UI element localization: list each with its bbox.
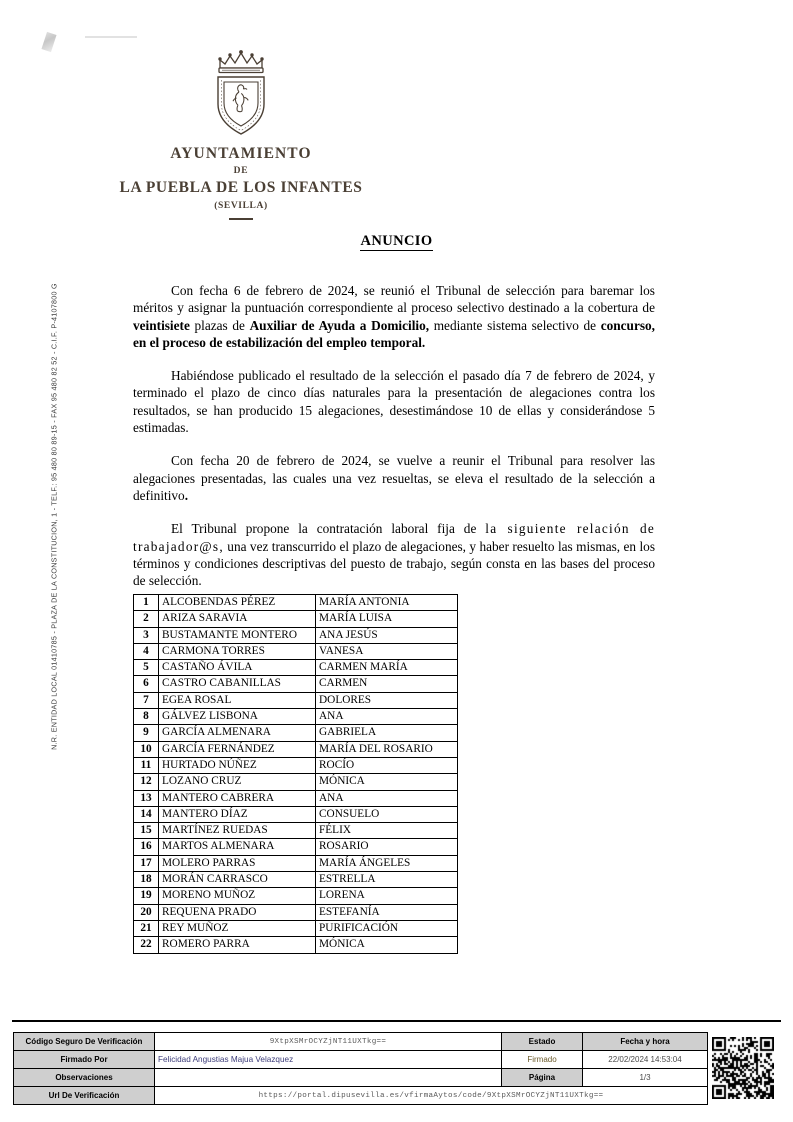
- table-row: [134, 904, 458, 920]
- document-body: [133, 282, 655, 589]
- pagina-label: Página: [502, 1069, 583, 1087]
- csv-value: 9XtpXSMrOCYZjNT11UXTkg==: [155, 1033, 502, 1051]
- row-number: 10: [134, 741, 159, 757]
- row-number: 14: [134, 806, 159, 822]
- row-given-name: ANA: [316, 709, 458, 725]
- row-number: 17: [134, 855, 159, 871]
- table-row: [134, 790, 458, 806]
- table-row: [134, 806, 458, 822]
- table-row: [134, 692, 458, 708]
- signed-by-value: Felicidad Angustias Majua Velazquez: [155, 1051, 502, 1069]
- row-given-name: VANESA: [316, 643, 458, 659]
- table-row: [134, 920, 458, 936]
- selected-candidates-table: [133, 594, 458, 954]
- scan-artifact-line: [85, 36, 137, 38]
- org-province: (SEVILLA): [214, 201, 268, 211]
- row-surname: MARTOS ALMENARA: [159, 839, 316, 855]
- row-given-name: DOLORES: [316, 692, 458, 708]
- row-surname: EGEA ROSAL: [159, 692, 316, 708]
- row-given-name: MARÍA ÁNGELES: [316, 855, 458, 871]
- table-row: [134, 823, 458, 839]
- table-row: [14, 1069, 708, 1087]
- row-given-name: MÓNICA: [316, 937, 458, 953]
- table-row: [134, 627, 458, 643]
- page-title-text: ANUNCIO: [360, 233, 433, 249]
- qr-code-image: [712, 1037, 774, 1099]
- table-row: [134, 595, 458, 611]
- body-paragraph: El Tribunal propone la contratación laboral fija de la siguiente relación de trabajador@s, una vez transcurrido el plazo de alegaciones, y haber resuelto las mismas, en los términos y condiciones descriptivas del puesto de trabajo, según consta en las bases del proceso de selección.: [133, 521, 655, 589]
- row-surname: ALCOBENDAS PÉREZ: [159, 595, 316, 611]
- row-surname: REY MUÑOZ: [159, 920, 316, 936]
- row-number: 3: [134, 627, 159, 643]
- row-number: 20: [134, 904, 159, 920]
- row-given-name: MARÍA DEL ROSARIO: [316, 741, 458, 757]
- body-paragraph: Con fecha 20 de febrero de 2024, se vuelve a reunir el Tribunal para resolver las alegaciones presentadas, las cuales una vez resueltas, se eleva el resultado de la selección a definitivo.: [133, 453, 655, 503]
- row-number: 18: [134, 872, 159, 888]
- row-number: 5: [134, 660, 159, 676]
- row-given-name: ROCÍO: [316, 757, 458, 773]
- letterhead-divider: [229, 218, 253, 220]
- row-given-name: CARMEN: [316, 676, 458, 692]
- row-surname: GARCÍA ALMENARA: [159, 725, 316, 741]
- table-row: [14, 1033, 708, 1051]
- fecha-header: Fecha y hora: [583, 1033, 708, 1051]
- row-surname: MORENO MUÑOZ: [159, 888, 316, 904]
- fecha-value: 22/02/2024 14:53:04: [583, 1051, 708, 1069]
- row-surname: CARMONA TORRES: [159, 643, 316, 659]
- row-number: 6: [134, 676, 159, 692]
- row-given-name: LORENA: [316, 888, 458, 904]
- row-number: 4: [134, 643, 159, 659]
- row-surname: HURTADO NÚÑEZ: [159, 757, 316, 773]
- row-given-name: GABRIELA: [316, 725, 458, 741]
- row-number: 22: [134, 937, 159, 953]
- table-row: [134, 937, 458, 953]
- table-row: [134, 676, 458, 692]
- page-title: [0, 233, 793, 250]
- row-surname: MARTÍNEZ RUEDAS: [159, 823, 316, 839]
- row-number: 7: [134, 692, 159, 708]
- table-row: [14, 1087, 708, 1105]
- row-surname: MANTERO CABRERA: [159, 790, 316, 806]
- table-row: [134, 774, 458, 790]
- estado-header: Estado: [502, 1033, 583, 1051]
- row-given-name: CONSUELO: [316, 806, 458, 822]
- table-body: [134, 595, 458, 954]
- row-surname: MOLERO PARRAS: [159, 855, 316, 871]
- row-surname: BUSTAMANTE MONTERO: [159, 627, 316, 643]
- row-surname: CASTRO CABANILLAS: [159, 676, 316, 692]
- row-given-name: PURIFICACIÓN: [316, 920, 458, 936]
- row-given-name: MARÍA ANTONIA: [316, 595, 458, 611]
- scan-artifact: [41, 32, 56, 52]
- table-row: [134, 725, 458, 741]
- row-number: 21: [134, 920, 159, 936]
- row-surname: LOZANO CRUZ: [159, 774, 316, 790]
- row-number: 12: [134, 774, 159, 790]
- pagina-value: 1/3: [583, 1069, 708, 1087]
- qr-code[interactable]: [709, 1034, 777, 1102]
- row-number: 8: [134, 709, 159, 725]
- verification-footer-table: [13, 1032, 708, 1105]
- url-value[interactable]: https://portal.dipusevilla.es/vfirmaAytos/code/9XtpXSMrOCYZjNT11UXTkg==: [155, 1087, 708, 1105]
- row-surname: GÁLVEZ LISBONA: [159, 709, 316, 725]
- row-given-name: MARÍA LUISA: [316, 611, 458, 627]
- row-surname: GARCÍA FERNÁNDEZ: [159, 741, 316, 757]
- row-surname: CASTAÑO ÁVILA: [159, 660, 316, 676]
- org-name-connector: DE: [233, 166, 249, 176]
- body-paragraph: Habiéndose publicado el resultado de la selección el pasado día 7 de febrero de 2024, y terminado el plazo de cinco días naturales para la presentación de alegaciones contra los resultados, se han producido 15 alegaciones, desestimándose 10 de ellas y considerándose 5 estimadas.: [133, 368, 655, 436]
- margin-legal-text: N.R. ENTIDAD LOCAL 01410785 - PLAZA DE LA CONSTITUCION, 1 - TELF.: 95 480 80 89-15 - FAX 95 480 82 52 - C.I.F. P-4107800 G: [49, 283, 59, 750]
- letterhead: [96, 46, 386, 220]
- row-surname: ROMERO PARRA: [159, 937, 316, 953]
- row-given-name: ESTRELLA: [316, 872, 458, 888]
- row-number: 13: [134, 790, 159, 806]
- table-row: [134, 839, 458, 855]
- table-row: [134, 872, 458, 888]
- table-row: [14, 1051, 708, 1069]
- row-given-name: CARMEN MARÍA: [316, 660, 458, 676]
- estado-value: Firmado: [502, 1051, 583, 1069]
- row-given-name: ROSARIO: [316, 839, 458, 855]
- table-row: [134, 611, 458, 627]
- observations-value: [155, 1069, 502, 1087]
- row-number: 1: [134, 595, 159, 611]
- table-row: [134, 757, 458, 773]
- row-number: 19: [134, 888, 159, 904]
- row-surname: MORÁN CARRASCO: [159, 872, 316, 888]
- row-surname: MANTERO DÍAZ: [159, 806, 316, 822]
- footer-divider: [12, 1020, 781, 1022]
- row-given-name: ANA: [316, 790, 458, 806]
- row-given-name: FÉLIX: [316, 823, 458, 839]
- observations-label: Observaciones: [14, 1069, 155, 1087]
- row-given-name: ESTEFANÍA: [316, 904, 458, 920]
- table-row: [134, 741, 458, 757]
- table-row: [134, 709, 458, 725]
- coat-of-arms-icon: [208, 46, 274, 138]
- org-name-primary: AYUNTAMIENTO: [170, 145, 312, 162]
- row-surname: ARIZA SARAVIA: [159, 611, 316, 627]
- csv-label: Código Seguro De Verificación: [14, 1033, 155, 1051]
- org-name-municipality: LA PUEBLA DE LOS INFANTES: [119, 179, 363, 196]
- body-paragraph: Con fecha 6 de febrero de 2024, se reunió el Tribunal de selección para baremar los méritos y asignar la puntuación correspondiente al proceso selectivo destinado a la cobertura de veintisiete plazas de Auxiliar de Ayuda a Domicilio, mediante sistema selectivo de concurso, en el proceso de estabilización del empleo temporal.: [133, 283, 655, 350]
- row-given-name: ANA JESÚS: [316, 627, 458, 643]
- table-row: [134, 888, 458, 904]
- row-number: 16: [134, 839, 159, 855]
- row-surname: REQUENA PRADO: [159, 904, 316, 920]
- url-label: Url De Verificación: [14, 1087, 155, 1105]
- table-row: [134, 643, 458, 659]
- table-row: [134, 855, 458, 871]
- row-number: 9: [134, 725, 159, 741]
- row-number: 11: [134, 757, 159, 773]
- table-row: [134, 660, 458, 676]
- row-given-name: MÓNICA: [316, 774, 458, 790]
- signed-by-label: Firmado Por: [14, 1051, 155, 1069]
- row-number: 2: [134, 611, 159, 627]
- row-number: 15: [134, 823, 159, 839]
